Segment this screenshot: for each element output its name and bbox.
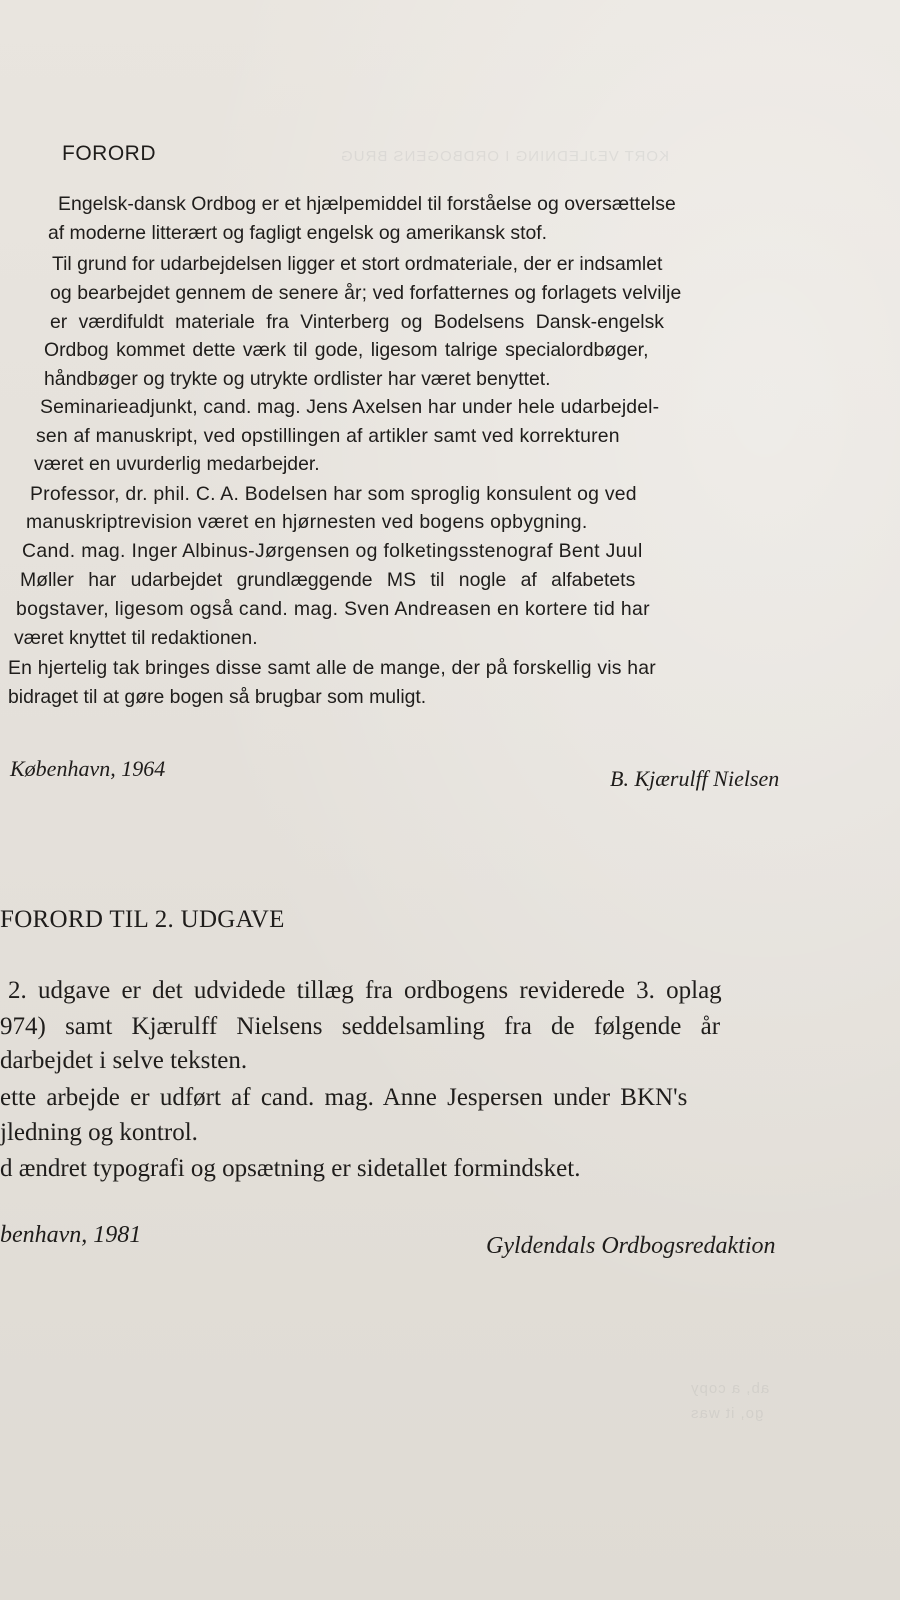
second-edition-line: ette arbejde er udført af cand. mag. Anne Jespersen under BKN's (0, 1084, 688, 1111)
preface-line: er værdifuldt materiale fra Vinterberg og Bodelsens Dansk-engelsk (50, 311, 664, 333)
second-edition-heading: FORORD TIL 2. UDGAVE (0, 906, 285, 933)
preface-line: og bearbejdet gennem de senere år; ved forfatternes og forlagets velvilje (50, 282, 682, 304)
preface-line: håndbøger og trykte og utrykte ordlister har været benyttet. (44, 368, 551, 390)
bleed-through-text: KORT VEJLEDNING I ORDBOGENS BRUG (340, 148, 670, 165)
preface-line: Professor, dr. phil. C. A. Bodelsen har som sproglig konsulent og ved (30, 483, 637, 505)
second-edition-line: jledning og kontrol. (0, 1119, 198, 1146)
second-edition-line: d ændret typografi og opsætning er sidetallet formindsket. (0, 1155, 581, 1182)
second-edition-place-date: benhavn, 1981 (0, 1222, 142, 1248)
preface-place-date: København, 1964 (10, 756, 166, 781)
preface-line: Seminarieadjunkt, cand. mag. Jens Axelsen har under hele udarbejdel- (40, 396, 660, 418)
preface-line: af moderne litterært og fagligt engelsk og amerikansk stof. (48, 222, 548, 244)
preface-line: Til grund for udarbejdelsen ligger et stort ordmateriale, der er indsamlet (52, 253, 663, 275)
preface-line: sen af manuskript, ved opstillingen af artikler samt ved korrekturen (36, 425, 620, 447)
bleed-through-text: ab, a copy (690, 1380, 770, 1397)
preface-line: Ordbog kommet dette værk til gode, ligesom talrige specialordbøger, (44, 339, 649, 361)
preface-signature: B. Kjærulff Nielsen (610, 766, 780, 791)
preface-line: bidraget til at gøre bogen så brugbar som muligt. (8, 686, 427, 708)
preface-heading: FORORD (62, 142, 156, 165)
second-edition-line: darbejdet i selve teksten. (0, 1047, 248, 1074)
second-edition-line: 974) samt Kjærulff Nielsens seddelsamling fra de følgende år (0, 1013, 721, 1040)
preface-line: En hjertelig tak bringes disse samt alle de mange, der på forskellig vis har (8, 657, 656, 679)
preface-line: manuskriptrevision været en hjørnesten ved bogens opbygning. (26, 511, 588, 533)
preface-line: Cand. mag. Inger Albinus-Jørgensen og folketingsstenograf Bent Juul (22, 540, 643, 562)
preface-line: været en uvurderlig medarbejder. (34, 453, 320, 475)
preface-line: Møller har udarbejdet grundlæggende MS til nogle af alfabetets (20, 569, 636, 591)
preface-line: bogstaver, ligesom også cand. mag. Sven Andreasen en kortere tid har (16, 598, 650, 620)
bleed-through-text: go, it was (690, 1405, 764, 1422)
second-edition-line: 2. udgave er det udvidede tillæg fra ordbogens reviderede 3. oplag (8, 977, 722, 1004)
second-edition-signature: Gyldendals Ordbogsredaktion (486, 1233, 776, 1259)
preface-line: været knyttet til redaktionen. (14, 627, 258, 649)
preface-line: Engelsk-dansk Ordbog er et hjælpemiddel til forståelse og oversættelse (58, 193, 676, 215)
